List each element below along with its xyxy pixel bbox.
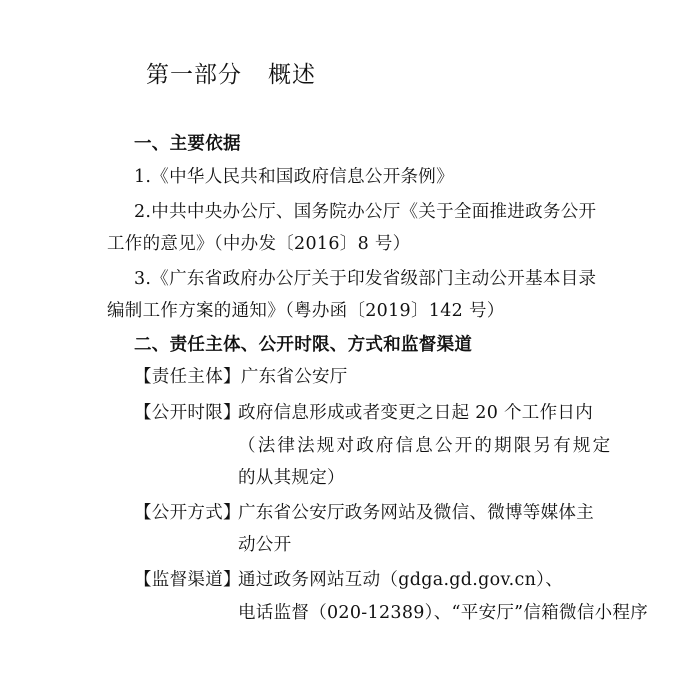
field-value-supervision-1: 通过政务网站互动（gdga.gd.gov.cn）、: [238, 570, 564, 590]
basis-item-3-line-1: 3.《广东省政府办公厅关于印发省级部门主动公开基本目录: [134, 269, 597, 289]
section-heading-responsibility: 二、责任主体、公开时限、方式和监督渠道: [134, 335, 473, 355]
title-name: 概述: [268, 62, 316, 88]
field-value-time-limit-1: 政府信息形成或者变更之日起 20 个工作日内: [238, 403, 593, 423]
field-supervision-line-1: [134, 569, 563, 591]
field-time-limit-line-1: [134, 402, 593, 424]
field-value-supervision-2: 电话监督（020-12389）、“平安厅”信箱微信小程序: [238, 603, 649, 623]
section-heading-basis: 一、主要依据: [134, 134, 241, 154]
field-method-line-1: [134, 502, 594, 524]
field-label-supervision: 【监督渠道】: [134, 570, 241, 590]
basis-item-2-line-1: 2.中共中央办公厅、国务院办公厅《关于全面推进政务公开: [134, 202, 597, 222]
field-label-responsible: 【责任主体】: [134, 367, 241, 387]
field-value-method-2: 动公开: [238, 535, 292, 555]
field-value-time-limit-3: 的从其规定）: [238, 468, 345, 488]
field-label-method: 【公开方式】: [134, 503, 241, 523]
page-title: [146, 60, 316, 90]
field-label-time-limit: 【公开时限】: [134, 403, 241, 423]
field-responsible-subject: [134, 366, 348, 388]
basis-item-1: 1.《中华人民共和国政府信息公开条例》: [134, 167, 454, 187]
title-part: 第一部分: [146, 62, 242, 88]
field-value-method-1: 广东省公安厅政务网站及微信、微博等媒体主: [238, 503, 594, 523]
field-value-responsible: 广东省公安厅: [240, 367, 348, 387]
field-value-time-limit-2: （法律法规对政府信息公开的期限另有规定: [238, 436, 613, 456]
basis-item-2-line-2: 工作的意见》（中办发〔2016〕8 号）: [107, 234, 411, 254]
basis-item-3-line-2: 编制工作方案的通知》（粤办函〔2019〕142 号）: [107, 301, 505, 321]
